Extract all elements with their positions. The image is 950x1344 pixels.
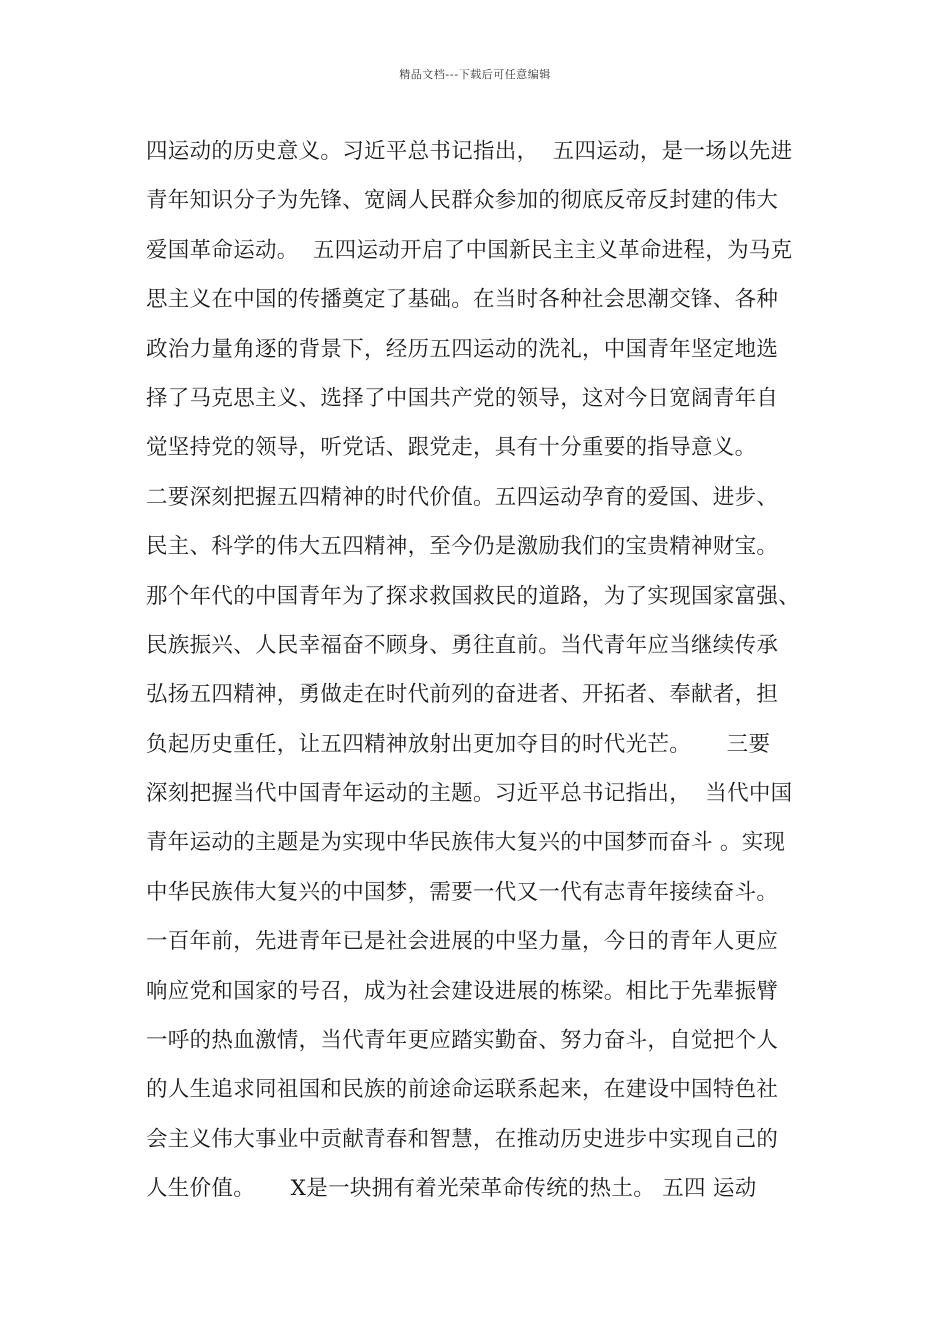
page-header: 精品文档---下载后可任意编辑 — [399, 68, 551, 81]
text-line: 负起历史重任，让五四精神放射出更加夺目的时代光芒。 三要 — [146, 731, 771, 757]
text-line: 觉坚持党的领导，听党话、跟党走，具有十分重要的指导意义。 — [146, 435, 757, 461]
text-line: 响应党和国家的号召，成为社会建设进展的栋梁。相比于先辈振臂 — [146, 978, 779, 1004]
text-line: 人生价值。 X是一块拥有着光荣革命传统的热土。 五四 运动 — [146, 1176, 757, 1202]
text-line: 择了马克思主义、选择了中国共产党的领导，这对今日宽阔青年自 — [146, 385, 779, 411]
text-line: 民族振兴、人民幸福奋不顾身、勇往直前。当代青年应当继续传承 — [146, 632, 779, 658]
text-line: 中华民族伟大复兴的中国梦，需要一代又一代有志青年接续奋斗。 — [146, 879, 779, 905]
text-line: 弘扬五四精神，勇做走在时代前列的奋进者、开拓者、奉献者，担 — [146, 682, 779, 708]
text-line: 的人生追求同祖国和民族的前途命运联系起来，在建设中国特色社 — [146, 1077, 779, 1103]
text-line: 思主义在中国的传播奠定了基础。在当时各种社会思潮交锋、各种 — [146, 287, 779, 313]
text-line: 二要深刻把握五四精神的时代价值。五四运动孕育的爱国、进步、 — [146, 484, 779, 510]
text-line: 那个年代的中国青年为了探求救国救民的道路，为了实现国家富强、 — [146, 583, 801, 609]
text-line: 爱国革命运动。 五四运动开启了中国新民主主义革命进程，为马克 — [146, 237, 793, 263]
text-line: 会主义伟大事业中贡献青春和智慧，在推动历史进步中实现自己的 — [146, 1126, 779, 1152]
text-line: 青年知识分子为先锋、宽阔人民群众参加的彻底反帝反封建的伟大 — [146, 188, 779, 214]
text-line: 政治力量角逐的背景下，经历五四运动的洗礼，中国青年坚定地选 — [146, 336, 779, 362]
text-line: 青年运动的主题是为实现中华民族伟大复兴的中国梦而奋斗 。实现 — [146, 830, 786, 856]
text-line: 四运动的历史意义。习近平总书记指出， 五四运动，是一场以先进 — [146, 139, 793, 164]
body-text — [146, 131, 826, 1218]
text-line: 一百年前，先进青年已是社会进展的中坚力量，今日的青年人更应 — [146, 929, 779, 955]
text-line: 深刻把握当代中国青年运动的主题。习近平总书记指出， 当代中国 — [146, 781, 793, 807]
text-line: 一呼的热血激情，当代青年更应踏实勤奋、努力奋斗，自觉把个人 — [146, 1028, 779, 1054]
text-line: 民主、科学的伟大五四精神，至今仍是激励我们的宝贵精神财宝。 — [146, 534, 779, 560]
